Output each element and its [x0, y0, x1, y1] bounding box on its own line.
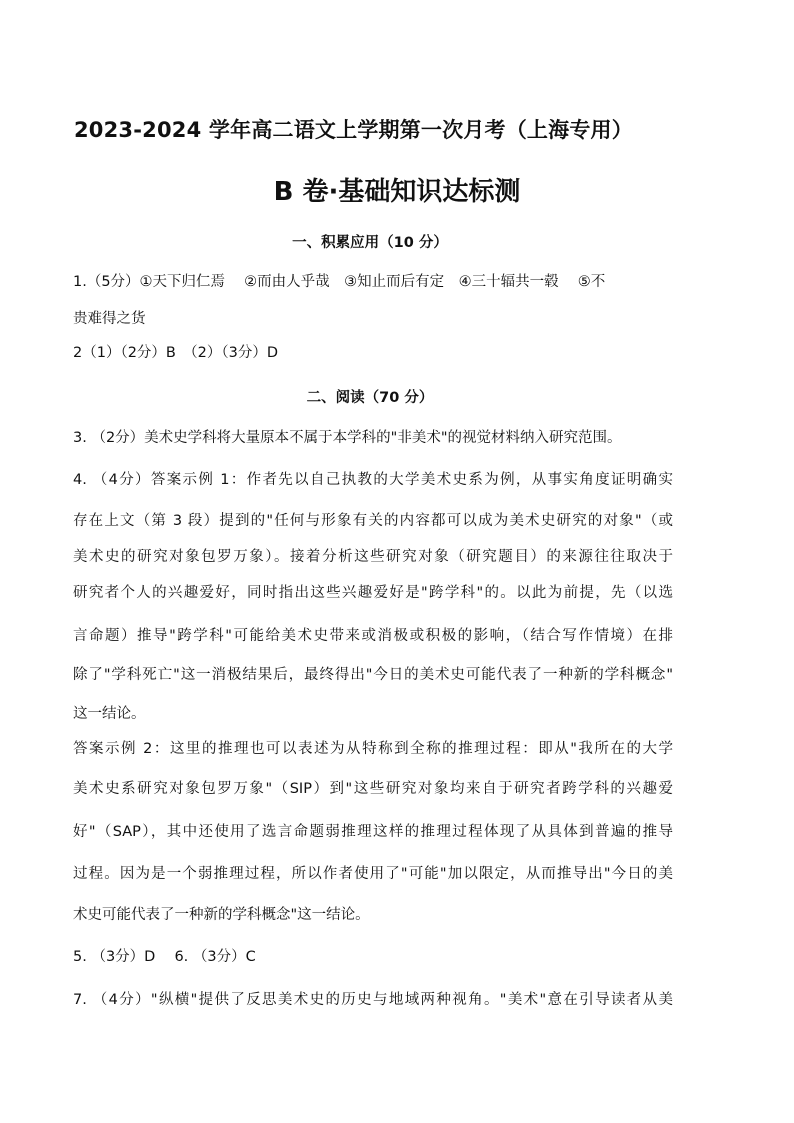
- document-title: 2023-2024 学年高二语文上学期第一次月考（上海专用）: [74, 118, 633, 142]
- answer-line: 贵难得之货: [73, 311, 146, 327]
- answer-line: 1.（5分）①天下归仁焉 ②而由人乎哉 ③知止而后有定 ④三十辐共一毂 ⑤不: [73, 274, 606, 290]
- answer-line: 美术史的研究对象包罗万象）。接着分析这些研究对象（研究题目）的来源往往取决于: [73, 549, 673, 565]
- section-heading-accumulation: 一、积累应用（10 分）: [292, 235, 448, 251]
- answer-line: 过程。因为是一个弱推理过程，所以作者使用了"可能"加以限定，从而推导出"今日的美: [73, 866, 673, 882]
- answer-line: 5. （3分）D 6. （3分）C: [73, 949, 256, 965]
- answer-line: 4. （4分）答案示例 1：作者先以自己执教的大学美术史系为例，从事实角度证明确实: [73, 472, 673, 488]
- answer-line: 存在上文（第 3 段）提到的"任何与形象有关的内容都可以成为美术史研究的对象"（或: [73, 513, 673, 529]
- answer-line: 2（1）（2分）B （2）（3分）D: [73, 345, 278, 361]
- answer-line: 答案示例 2：这里的推理也可以表述为从特称到全称的推理过程：即从"我所在的大学: [73, 741, 673, 757]
- answer-line: 这一结论。: [73, 706, 146, 722]
- answer-line: 美术史系研究对象包罗万象"（SIP）到"这些研究对象均来自于研究者跨学科的兴趣爱: [73, 781, 673, 797]
- answer-line: 3. （2分）美术史学科将大量原本不属于本学科的"非美术"的视觉材料纳入研究范围。: [73, 430, 622, 446]
- answer-line: 研究者个人的兴趣爱好，同时指出这些兴趣爱好是"跨学科"的。以此为前提，先（以选: [73, 585, 673, 601]
- document-subtitle: B 卷·基础知识达标测: [273, 177, 521, 207]
- answer-line: 言命题）推导"跨学科"可能给美术史带来或消极或积极的影响，（结合写作情境）在排: [73, 628, 673, 644]
- answer-line: 好"（SAP），其中还使用了选言命题弱推理这样的推理过程体现了从具体到普遍的推导: [73, 824, 673, 840]
- answer-line: 除了"学科死亡"这一消极结果后，最终得出"今日的美术史可能代表了一种新的学科概念": [73, 667, 673, 683]
- answer-line: 7. （4分）"纵横"提供了反思美术史的历史与地域两种视角。"美术"意在引导读者从美: [73, 992, 673, 1008]
- answer-line: 术史可能代表了一种新的学科概念"这一结论。: [73, 907, 370, 923]
- section-heading-reading: 二、阅读（70 分）: [306, 390, 434, 406]
